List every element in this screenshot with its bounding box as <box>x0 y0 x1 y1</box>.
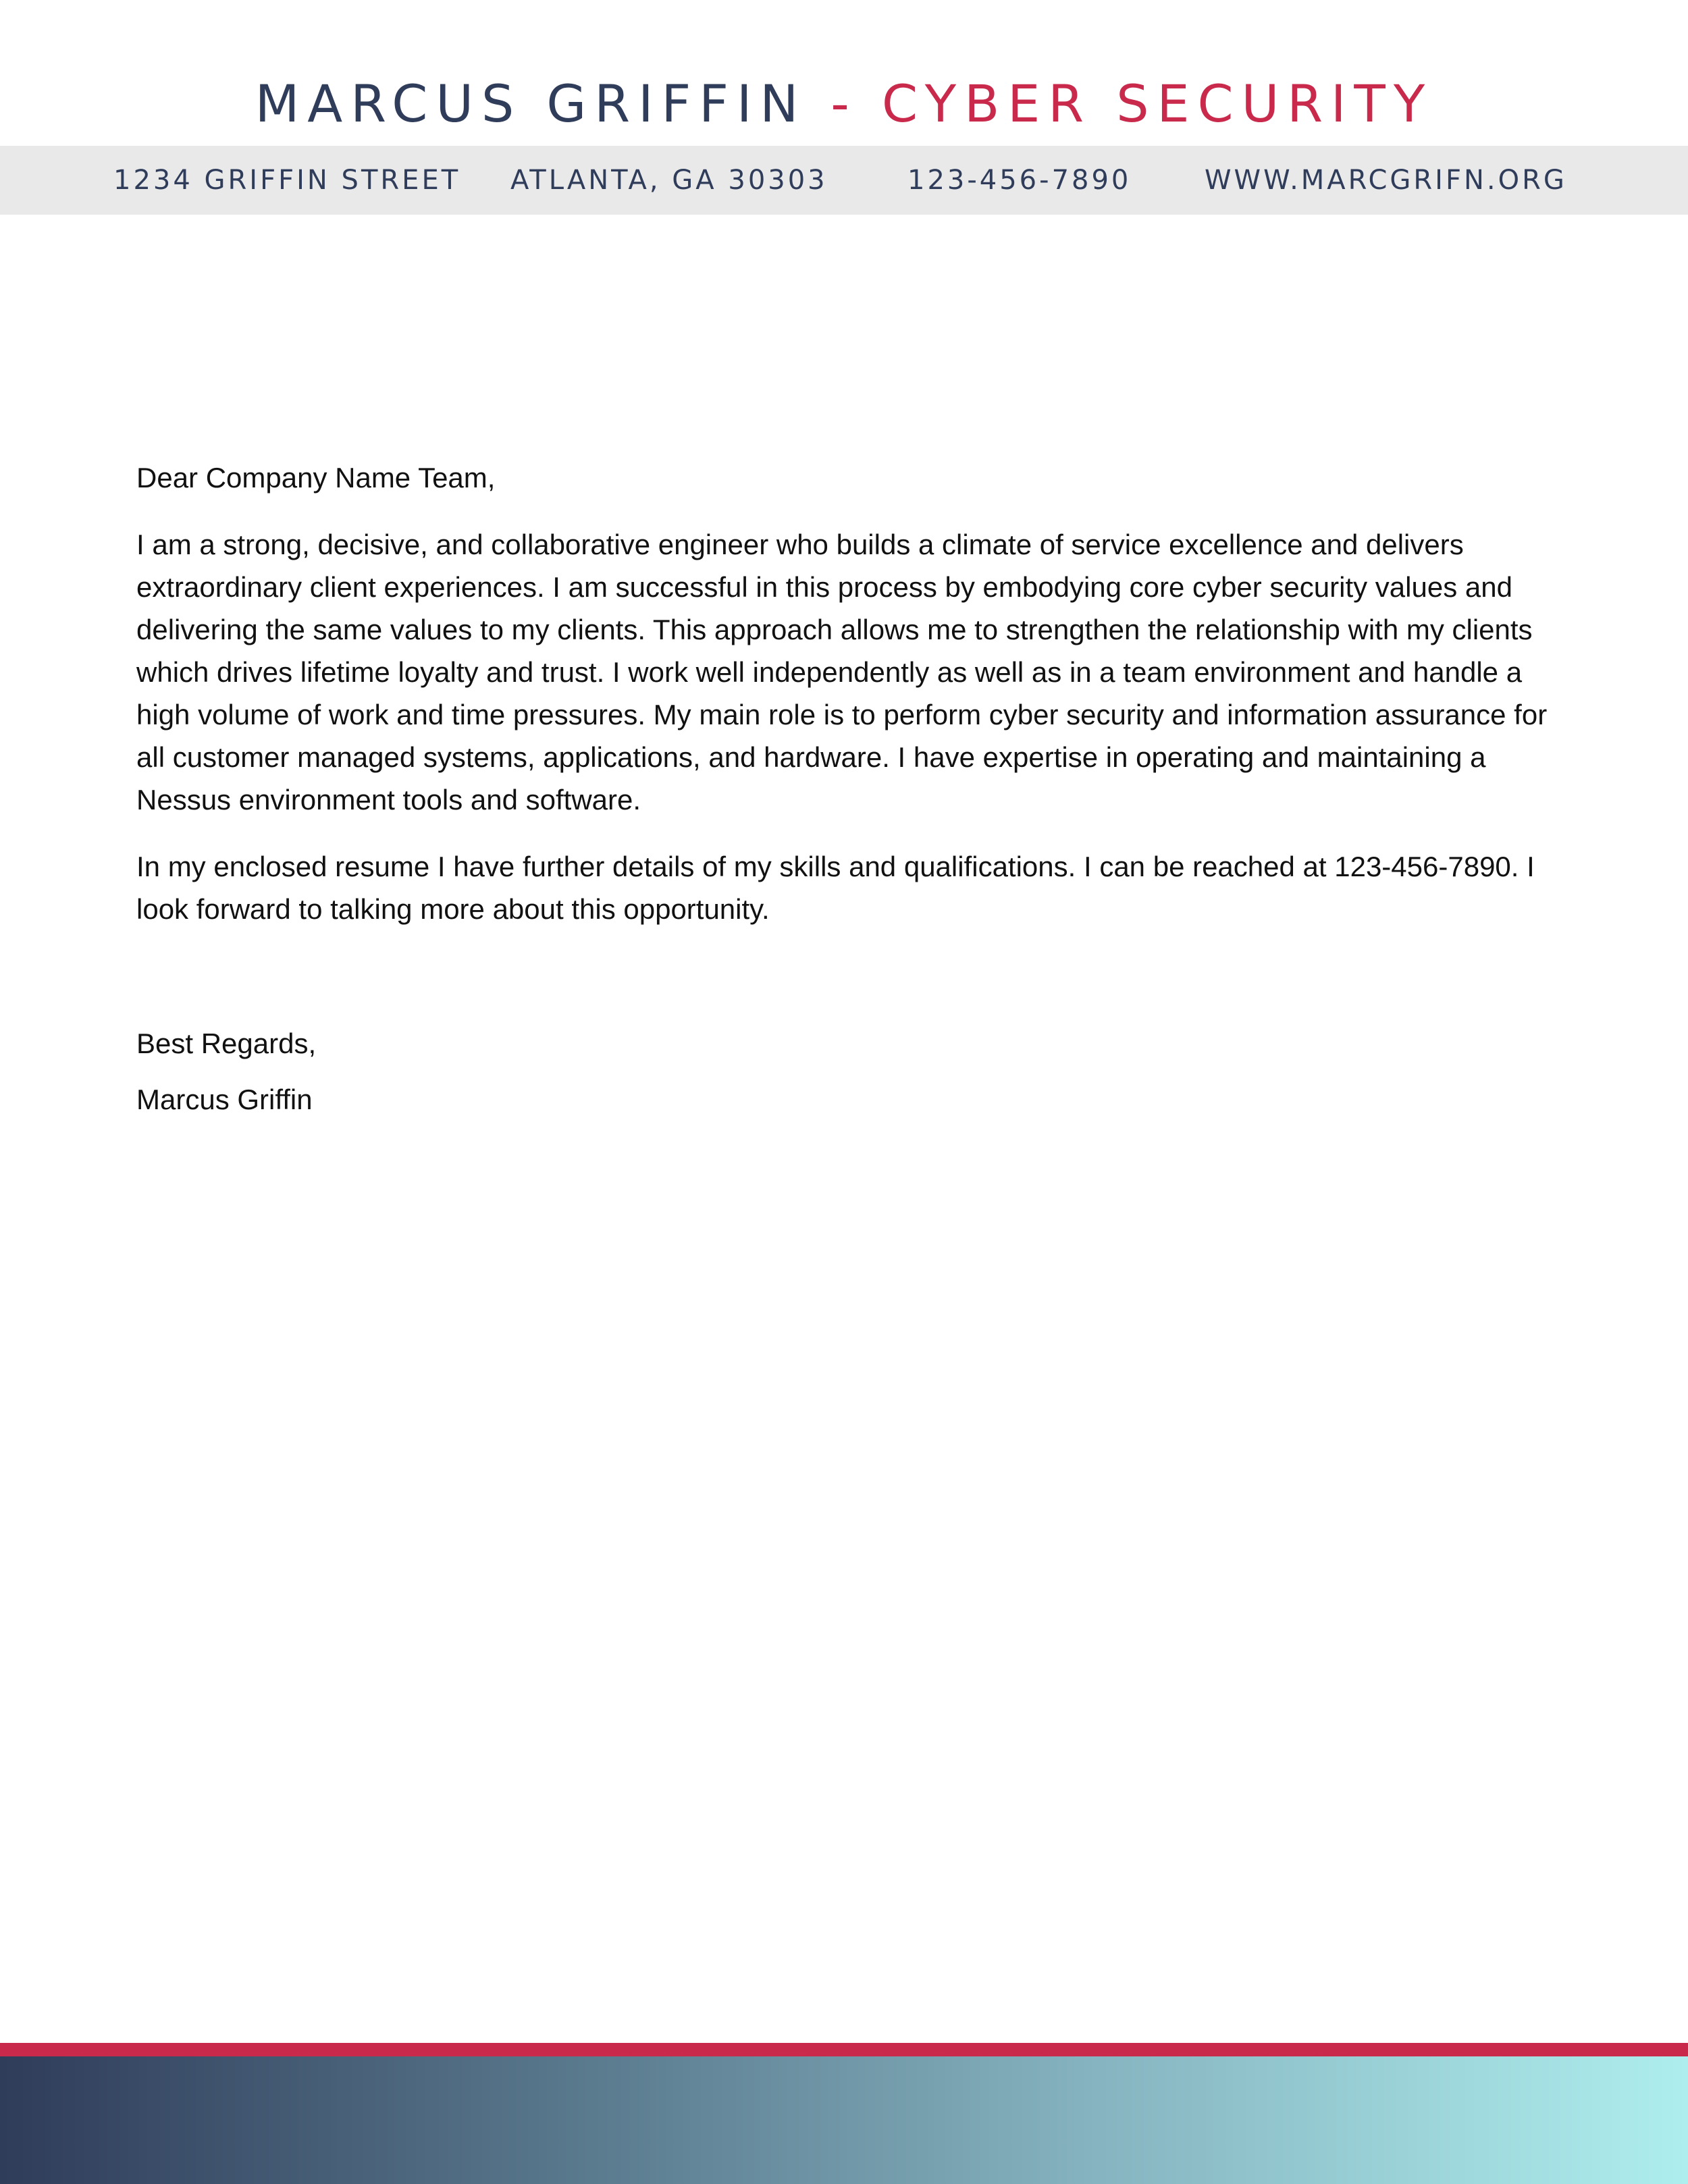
contact-city: ATLANTA, GA 30303 <box>510 165 828 196</box>
title-separator: - <box>806 74 882 134</box>
closing: Best Regards, <box>136 1028 317 1059</box>
sender-role: CYBER SECURITY <box>881 74 1433 134</box>
letter-body <box>136 456 1561 1145</box>
salutation: Dear Company Name Team, <box>136 462 496 494</box>
signature: Marcus Griffin <box>136 1084 313 1115</box>
contact-website: WWW.MARCGRIFN.ORG <box>1205 165 1567 196</box>
contact-bar <box>0 146 1688 215</box>
body-paragraph-1: I am a strong, decisive, and collaborative engineer who builds a climate of service excellence and delivers extraordinary client experiences. I am successful in this process by embodying core cyber security values and delivering the same values to my clients. This approach allows me to strengthen the relationship with my clients which drives lifetime loyalty and trust. I work well independently as well as in a team environment and handle a high volume of work and time pressures. My main role is to perform cyber security and information assurance for all customer managed systems, applications, and hardware. I have expertise in operating and maintaining a Nessus environment tools and software. <box>136 529 1548 816</box>
letterhead-title <box>0 73 1688 135</box>
contact-street: 1234 GRIFFIN STREET <box>113 165 461 196</box>
footer-accent-stripe <box>0 2043 1688 2056</box>
body-paragraph-2: In my enclosed resume I have further details of my skills and qualifications. I can be reached at 123-456-7890. I look forward to talking more about this opportunity. <box>136 851 1535 925</box>
sender-name: MARCUS GRIFFIN <box>255 74 807 134</box>
contact-phone: 123-456-7890 <box>907 165 1132 196</box>
footer-gradient-band <box>0 2056 1688 2184</box>
